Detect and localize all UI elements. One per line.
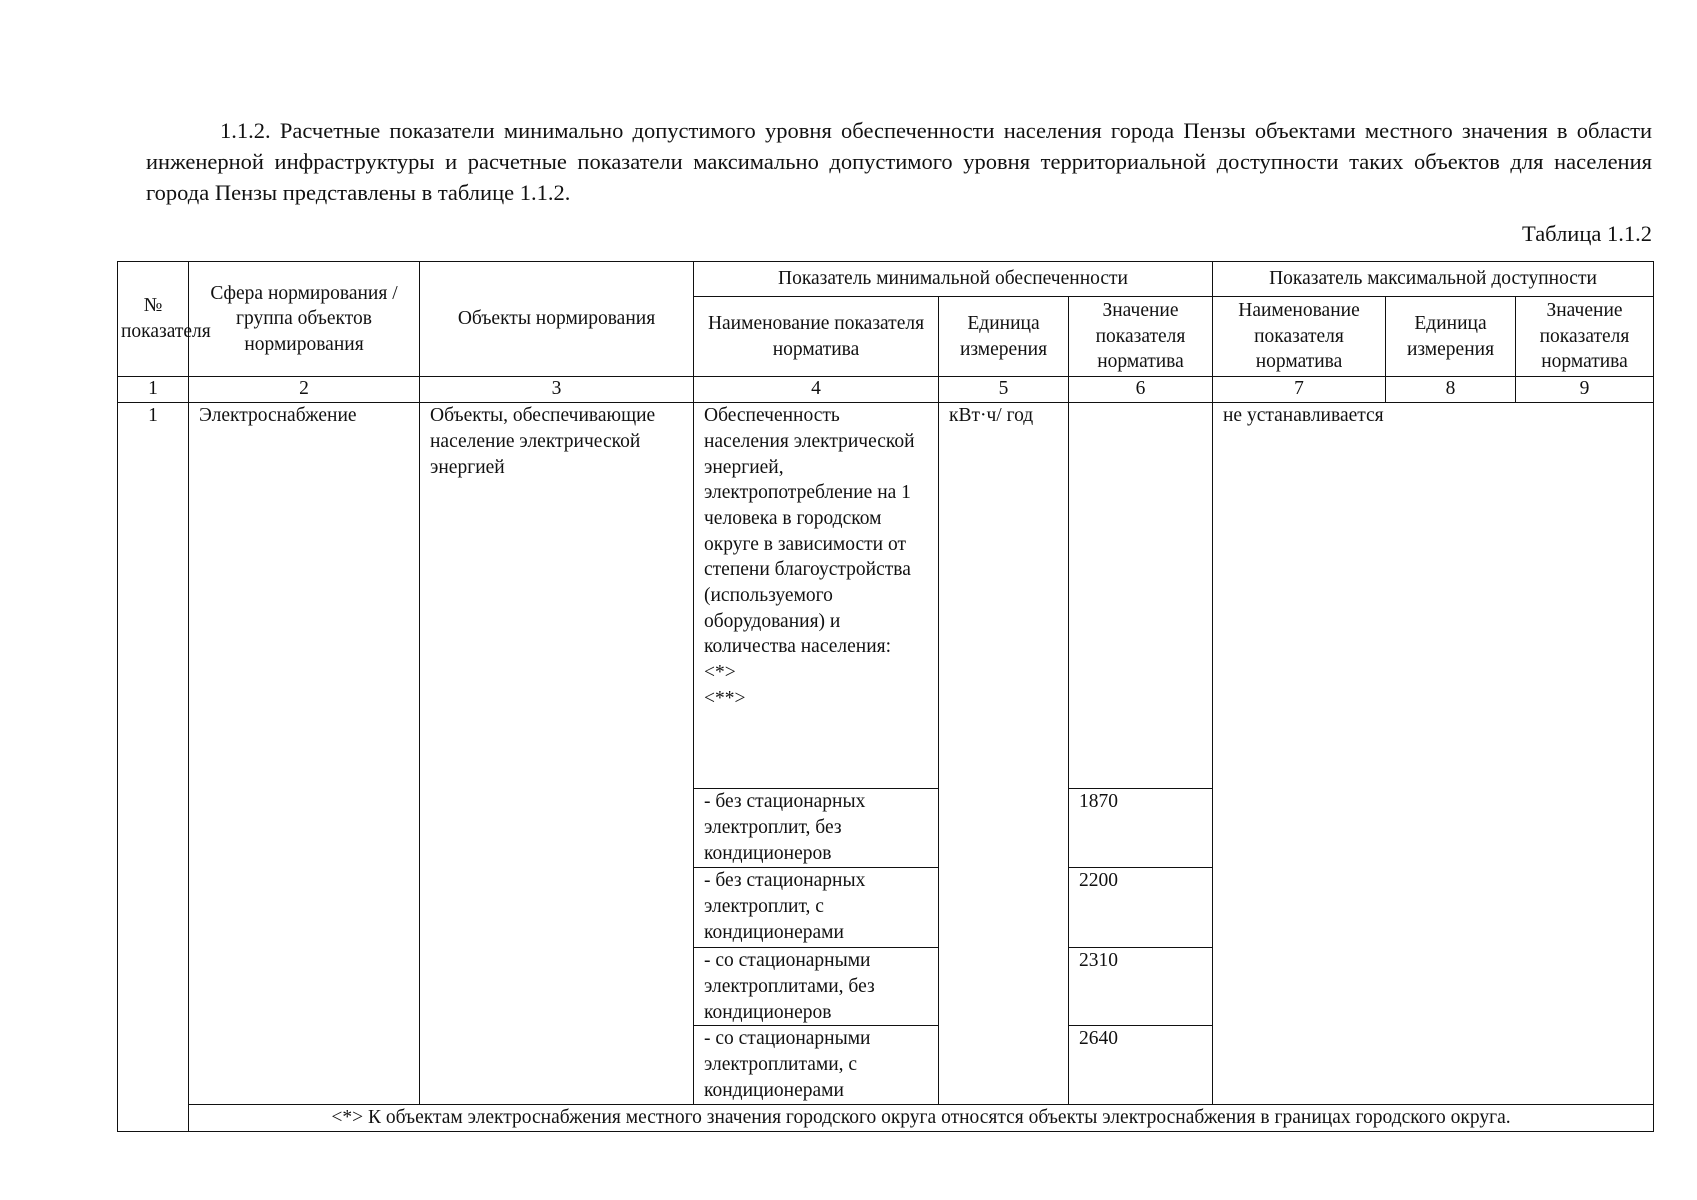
header-max-availability: Показатель максимальной доступности [1213, 262, 1654, 297]
row-number: 1 [118, 403, 189, 1132]
row-sphere: Электроснабжение [189, 403, 420, 1105]
column-number: 4 [694, 377, 939, 403]
header-number: № показателя [118, 262, 189, 377]
sub-item-label: - со стационарными электроплитами, с кондиционерами [694, 1026, 939, 1105]
footnote-mark: <*> [704, 662, 736, 684]
column-number: 1 [118, 377, 189, 403]
header-max-unit: Единица измерения [1386, 297, 1516, 377]
column-number: 9 [1516, 377, 1654, 403]
column-number: 8 [1386, 377, 1516, 403]
row-unit: кВт·ч/ год [939, 403, 1069, 1105]
column-number: 3 [420, 377, 694, 403]
norms-table [117, 261, 1654, 1132]
column-number: 7 [1213, 377, 1386, 403]
table-caption: Таблица 1.1.2 [1522, 221, 1652, 246]
sub-item-label: - со стационарными электроплитами, без кондиционеров [694, 948, 939, 1026]
column-number: 5 [939, 377, 1069, 403]
column-number: 6 [1069, 377, 1213, 403]
sub-item-label: - без стационарных электроплит, без кондиционеров [694, 789, 939, 868]
row-objects: Объекты, обеспечивающие население электрической энергией [420, 403, 694, 1105]
footnote-row [118, 1105, 1654, 1132]
header-min-provision: Показатель минимальной обеспеченности [694, 262, 1213, 297]
sub-item-value: 2310 [1069, 948, 1213, 1026]
table-row [118, 403, 1654, 789]
sub-item-value: 1870 [1069, 789, 1213, 868]
header-objects: Объекты нормирования [420, 262, 694, 377]
footnote-mark: <**> [704, 687, 746, 709]
indicator-name-text: Обеспеченность населения электрической энергией, электропотребление на 1 человека в городском округе в зависимости от степени благоустройства (используемого оборудования) и количества населения: [704, 405, 915, 658]
sub-item-value: 2200 [1069, 868, 1213, 948]
header-min-name: Наименование показателя норматива [694, 297, 939, 377]
header-min-unit: Единица измерения [939, 297, 1069, 377]
header-max-value: Значение показателя норматива [1516, 297, 1654, 377]
row-value-empty [1069, 403, 1213, 789]
header-row-groups [118, 262, 1654, 297]
header-max-name: Наименование показателя норматива [1213, 297, 1386, 377]
row-max-availability: не устанавливается [1213, 403, 1654, 1105]
table-footnote: <*> К объектам электроснабжения местного значения городского округа относятся объекты электроснабжения в границах городского округа. [189, 1105, 1654, 1132]
column-number-row [118, 377, 1654, 403]
sub-item-label: - без стационарных электроплит, с кондиционерами [694, 868, 939, 948]
header-min-value: Значение показателя норматива [1069, 297, 1213, 377]
header-sphere: Сфера нормирования / группа объектов нормирования [189, 262, 420, 377]
sub-item-value: 2640 [1069, 1026, 1213, 1105]
row-indicator-name [694, 403, 939, 789]
column-number: 2 [189, 377, 420, 403]
intro-paragraph: 1.1.2. Расчетные показатели минимально допустимого уровня обеспеченности населения города Пензы объектами местного значения в области инженерной инфраструктуры и расчетные показатели максимально допустимого уровня территориальной доступности таких объектов для населения города Пензы представлены в таблице 1.1.2. [146, 118, 1652, 205]
